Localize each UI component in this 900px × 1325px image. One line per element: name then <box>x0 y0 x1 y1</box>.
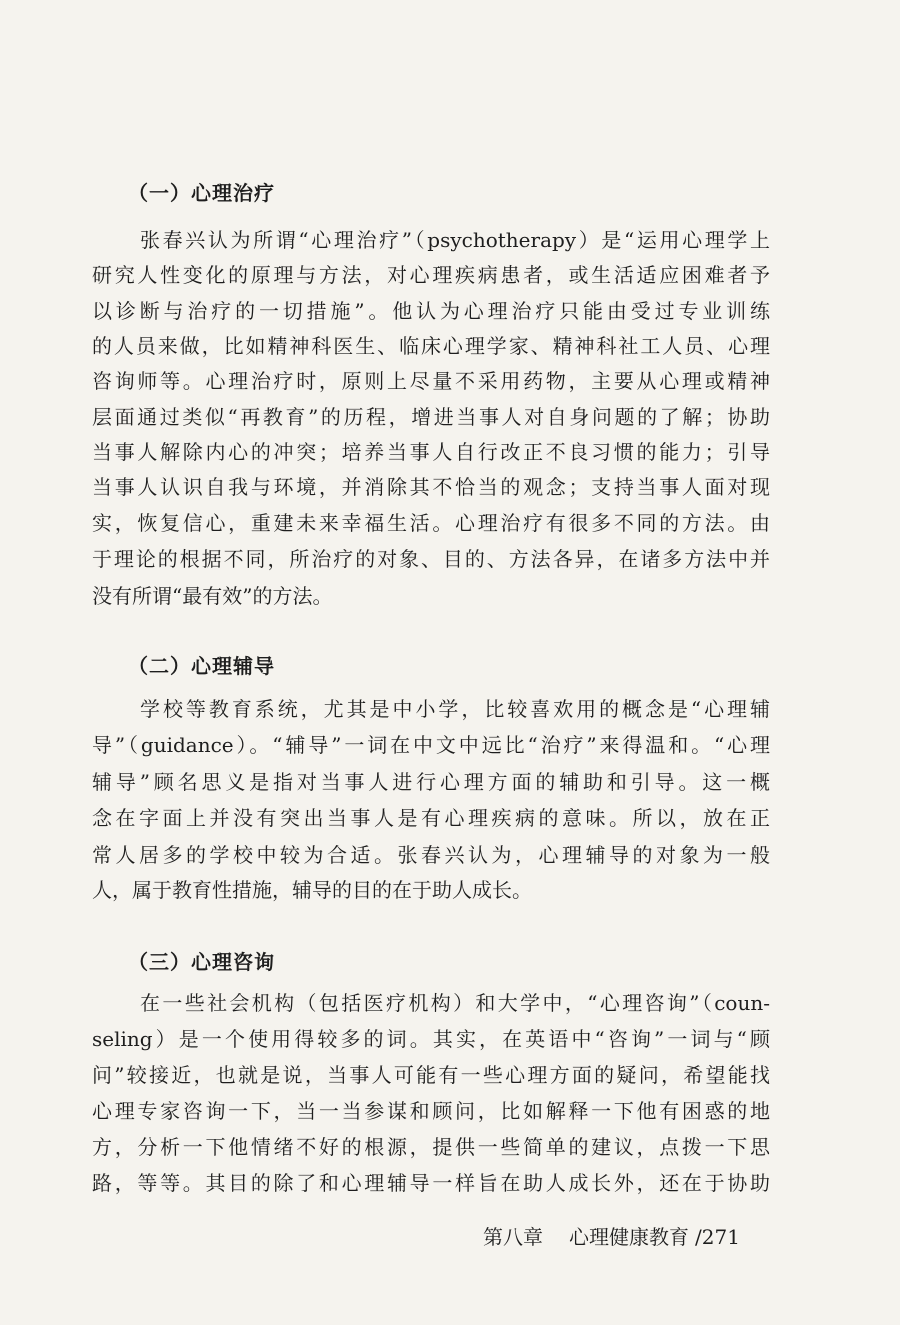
text-line: 心理专家咨询一下，当一当参谋和顾问，比如解释一下他有困惑的地 <box>92 1099 770 1123</box>
text-line: 层面通过类似“再教育”的历程，增进当事人对自身问题的了解；协助 <box>92 405 770 429</box>
page-number: /271 <box>695 1225 740 1249</box>
text-line: 的人员来做，比如精神科医生、临床心理学家、精神科社工人员、心理 <box>92 334 770 358</box>
text-line: 路，等等。其目的除了和心理辅导一样旨在助人成长外，还在于协助 <box>92 1171 770 1195</box>
text-line: 学校等教育系统，尤其是中小学，比较喜欢用的概念是“心理辅 <box>140 697 770 721</box>
section-heading: （二）心理辅导 <box>128 654 275 678</box>
text-line: 念在字面上并没有突出当事人是有心理疾病的意味。所以，放在正 <box>92 806 770 830</box>
chapter-title: 心理健康教育 <box>569 1225 689 1249</box>
text-line: 当事人认识自我与环境，并消除其不恰当的观念；支持当事人面对现 <box>92 475 770 499</box>
text-line: seling）是一个使用得较多的词。其实，在英语中“咨询”一词与“顾 <box>92 1027 770 1051</box>
text-line: 没有所谓“最有效”的方法。 <box>92 584 333 608</box>
text-line: 研究人性变化的原理与方法，对心理疾病患者，或生活适应困难者予 <box>92 263 770 287</box>
section-heading: （一）心理治疗 <box>128 181 275 205</box>
text-line: 在一些社会机构（包括医疗机构）和大学中，“心理咨询”（coun- <box>140 991 770 1015</box>
chapter-label: 第八章 <box>483 1225 543 1249</box>
text-line: 导”（guidance）。“辅导”一词在中文中远比“治疗”来得温和。“心理 <box>92 733 770 757</box>
text-line: 常人居多的学校中较为合适。张春兴认为，心理辅导的对象为一般 <box>92 843 770 867</box>
text-line: 人，属于教育性措施，辅导的目的在于助人成长。 <box>92 878 532 902</box>
text-line: 实，恢复信心，重建未来幸福生活。心理治疗有很多不同的方法。由 <box>92 511 770 535</box>
text-line: 辅导”顾名思义是指对当事人进行心理方面的辅助和引导。这一概 <box>92 770 770 794</box>
text-line: 张春兴认为所谓“心理治疗”（psychotherapy）是“运用心理学上 <box>140 228 770 252</box>
text-line: 问”较接近，也就是说，当事人可能有一些心理方面的疑问，希望能找 <box>92 1063 770 1087</box>
text-line: 咨询师等。心理治疗时，原则上尽量不采用药物，主要从心理或精神 <box>92 369 770 393</box>
text-line: 以诊断与治疗的一切措施”。他认为心理治疗只能由受过专业训练 <box>92 299 770 323</box>
text-line: 当事人解除内心的冲突；培养当事人自行改正不良习惯的能力；引导 <box>92 440 770 464</box>
running-footer <box>483 1222 740 1252</box>
section-heading: （三）心理咨询 <box>128 950 275 974</box>
text-line: 于理论的根据不同，所治疗的对象、目的、方法各异，在诸多方法中并 <box>92 547 770 571</box>
text-line: 方，分析一下他情绪不好的根源，提供一些简单的建议，点拨一下思 <box>92 1135 770 1159</box>
